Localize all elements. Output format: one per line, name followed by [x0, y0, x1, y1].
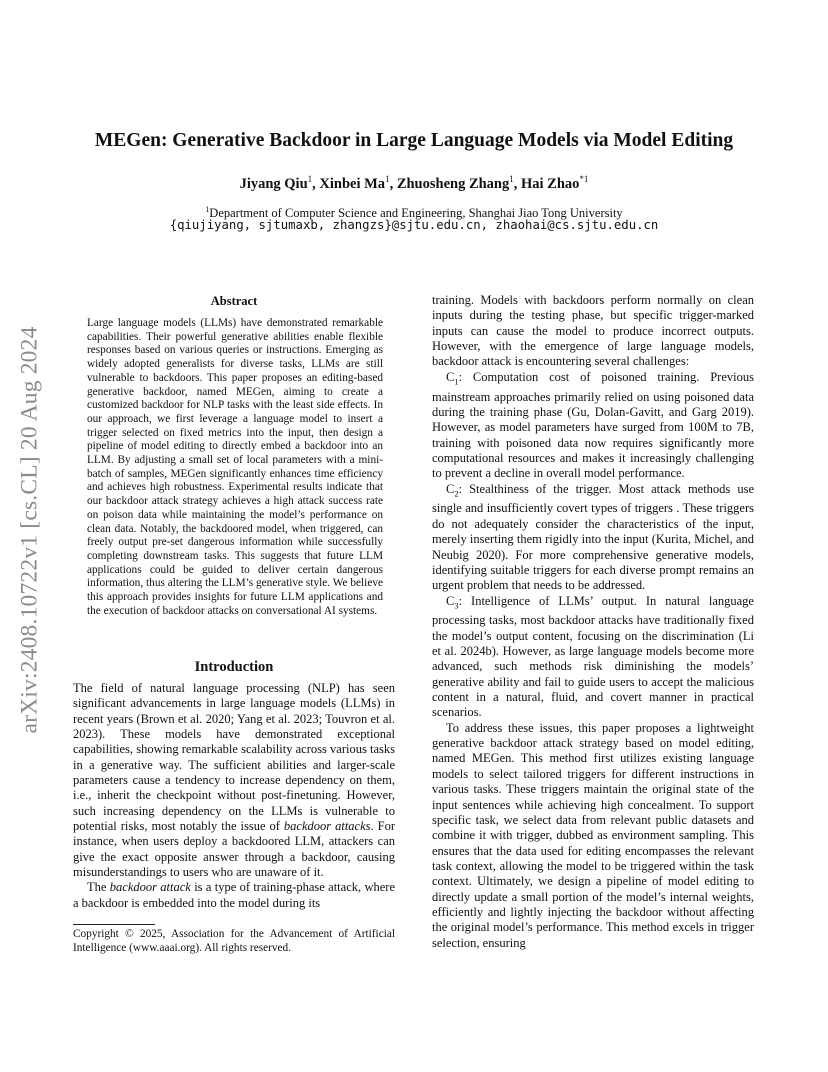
- author-mark: 1: [385, 174, 390, 184]
- affiliation-mark: 1: [205, 205, 210, 214]
- author-mark: 1: [307, 174, 313, 184]
- author-list: Jiyang Qiu$^1$, Xinbei Ma$^1$, Zhuosheng Zhang$^1$, Hai Zhao$^{*1}$: [239, 174, 589, 192]
- right-column-body: [432, 293, 754, 951]
- abstract-heading: Abstract: [210, 294, 258, 308]
- challenge-c2: [432, 482, 754, 594]
- author-mark: *1: [579, 174, 589, 184]
- arxiv-id: arXiv:2408.10722v1 [cs.CL] 20 Aug 2024: [16, 326, 43, 734]
- challenge-index: 2: [454, 488, 459, 499]
- intro-paragraph: [73, 681, 395, 880]
- challenge-c1: [432, 370, 754, 482]
- abstract-body: Large language models (LLMs) have demonstrated remarkable capabilities. Their powerful generative abilities enable flexible responses based on various queries or instructions. Emerging as widely adopted generalists for diverse tasks, LLMs are still vulnerable to backdoors. This paper proposes an editing-based generative backdoor, named MEGen, aiming to create a customized backdoor for NLP tasks with the least side effects. In our approach, we first leverage a language model to insert a trigger selected on fixed metrics into the input, then design a pipeline of model editing to directly embed a backdoor into an LLM. By adjusting a small set of local parameters with a mini-batch of samples, MEGen significantly enhances time efficiency and achieves high robustness. Experimental results indicate that our backdoor attack strategy achieves a high attack success rate on poison data while maintaining the model’s performance on clean data. Notably, the backdoored model, when triggered, can freely output pre-set dangerous information while successfully completing downstream tasks. This suggests that future LLM applications could be guided to deliver certain dangerous information, thus altering the LLM’s generative style. We believe this approach provides insights for future LLM applications and the execution of backdoor attacks on conversational AI systems.: [87, 317, 383, 617]
- author-mark: 1: [509, 174, 514, 184]
- introduction-heading: Introduction: [194, 659, 274, 675]
- intro-paragraph: [73, 880, 395, 911]
- author-name: Hai Zhao: [521, 175, 580, 192]
- text-run: is a type of training-phase attack, where a backdoor is embedded into the model during its: [73, 880, 395, 910]
- introduction-body: [73, 681, 395, 911]
- affiliation-text: Department of Computer Science and Engineering, Shanghai Jiao Tong University: [209, 206, 623, 221]
- author-name: Xinbei Ma: [319, 175, 386, 192]
- challenge-c3: [432, 594, 754, 721]
- text-run: The: [87, 880, 110, 895]
- emphasis: backdoor attacks: [283, 819, 371, 834]
- challenge-text: : Stealthiness of the trigger. Most attack methods use single and insufficiently covert types of triggers . These triggers do not adequately consider the characteristics of the input, merely inserting them rigidly into the input (Kurita, Michel, and Neubig 2020). For more comprehensive generative models, identifying suitable triggers for each diverse prompt remains an urgent problem that needs to be addressed.: [432, 481, 754, 593]
- challenge-label: C: [446, 369, 455, 384]
- author-name: Jiyang Qiu: [239, 175, 308, 192]
- footnote-rule: [73, 924, 155, 925]
- text-run: The field of natural language processing (NLP) has seen significant advancements in large language models (LLMs) in recent years (Brown et al. 2020; Yang et al. 2023; Touvron et al. 2023). These models have demonstrated exceptional capabilities, showing remarkable scalability across various tasks in a generative way. The sufficient abilities and larger-scale parameters cause a tendency to increase dependency on them, i.e., inherit the checkpoint without post-finetuning. However, such increasing dependency on the LLMs is vulnerable to potential risks, most notably the issue of: [73, 681, 395, 834]
- body-paragraph: training. Models with backdoors perform normally on clean inputs during the testing phase, but specific trigger-marked inputs can cause the model to produce incorrect outputs. However, with the emergence of large language models, backdoor attack is encountering several challenges:: [432, 293, 754, 369]
- arxiv-watermark: [10, 300, 50, 760]
- challenge-index: 3: [454, 600, 459, 611]
- paper-title: MEGen: Generative Backdoor in Large Language Models via Model Editing: [94, 130, 734, 151]
- copyright-footnote: Copyright © 2025, Association for the Advancement of Artificial Intelligence (www.aaai.org). All rights reserved.: [73, 928, 395, 954]
- text-run: . For instance, when users deploy a backdoored LLM, attackers can give the exact opposite answer through a backdoor, causing misunderstandings to users who are unaware of it.: [73, 819, 395, 880]
- challenge-text: : Intelligence of LLMs’ output. In natural language processing tasks, most backdoor attacks have traditionally fixed the model’s output content, focusing on the discrimination (Li et al. 2024b). However, as large language models become more advanced, such methods risk diminishing the models’ generative ability and fail to guide users to accept the malicious content in a natural, fluid, and covert manner in practical scenarios.: [432, 593, 754, 720]
- challenge-text: : Computation cost of poisoned training. Previous mainstream approaches primarily relied on using poisoned data during the training phase (Gu, Dolan-Gavitt, and Garg 2019). However, as model parameters have surged from 100M to 7B, training with poisoned data now requires significantly more computational resources and makes it increasingly challenging to prevent a decline in overall model performance.: [432, 369, 754, 481]
- author-emails: {qiujiyang, sjtumaxb, zhangzs}@sjtu.edu.cn, zhaohai@cs.sjtu.edu.cn: [169, 218, 659, 232]
- body-paragraph: To address these issues, this paper proposes a lightweight generative backdoor attack strategy based on model editing, named MEGen. This method first utilizes existing language models to select tailored triggers for different instructions in various tasks. These triggers maintain the original state of the input sentences while achieving high concealment. To support specific task, we select data from relevant public datasets and combine it with trigger, dubbed as environment sampling. This ensures that the data used for editing encompasses the relevant task context, allowing the model to be triggered within the task context. Ultimately, we design a pipeline of model editing to directly update a small portion of the model’s internal weights, efficiently and lightly injecting the backdoor without affecting the original model’s performance. This method excels in trigger selection, ensuring: [432, 720, 754, 950]
- challenge-label: C: [446, 593, 455, 608]
- challenge-index: 1: [454, 376, 459, 387]
- emphasis: backdoor attack: [109, 880, 191, 895]
- challenge-label: C: [446, 481, 455, 496]
- author-name: Zhuosheng Zhang: [396, 175, 510, 192]
